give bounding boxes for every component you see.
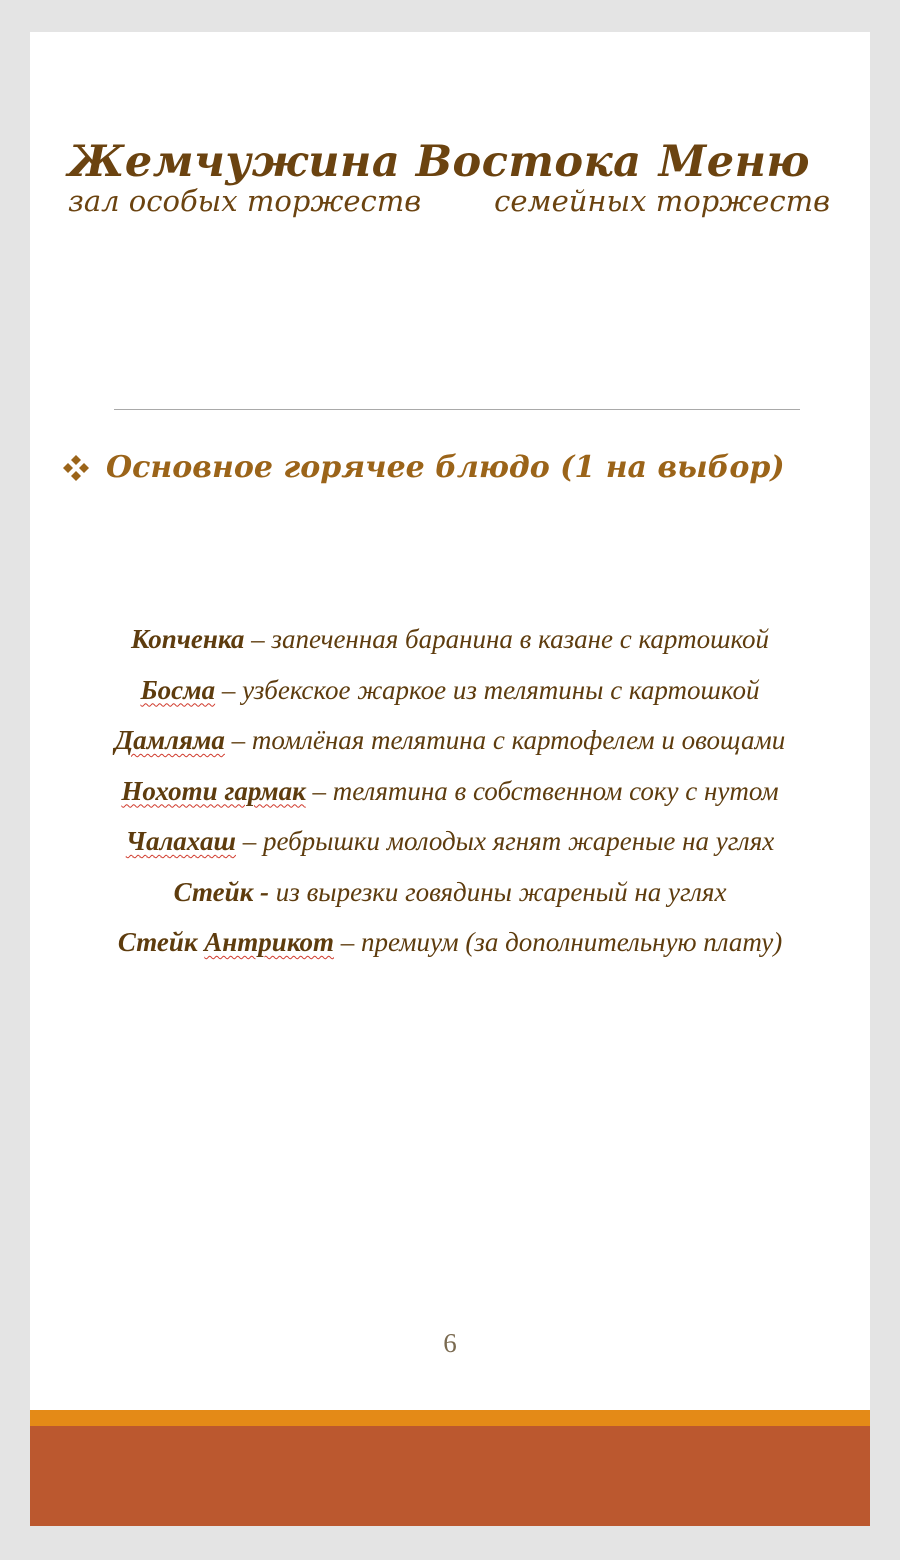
- dish-description: – премиум (за дополнительную плату): [333, 927, 783, 957]
- dish-list: [30, 614, 870, 968]
- dish-description: – запеченная баранина в казане с картошкой: [244, 624, 770, 654]
- dish-item: [30, 614, 870, 665]
- dish-name: Дамляма: [114, 725, 225, 755]
- page-number: 6: [443, 1328, 457, 1358]
- venue-subtitle: зал особых торжеств: [68, 184, 422, 218]
- dish-name: Копченка: [130, 624, 245, 654]
- dish-description: – телятина в собственном соку с нутом: [305, 775, 779, 806]
- dish-name: Антрикот: [204, 927, 334, 957]
- diamond-bullet-icon: [60, 452, 92, 484]
- dish-name: Чалахаш: [125, 826, 236, 856]
- menu-page: [30, 32, 870, 1526]
- dish-description: из вырезки говядины жареный на углях: [275, 876, 727, 907]
- dish-name: Стейк -: [173, 876, 276, 907]
- venue-name: Жемчужина Востока: [68, 137, 642, 187]
- dish-item: [30, 665, 870, 716]
- dish-name-prefix: Стейк: [117, 927, 205, 957]
- dish-description: – ребрышки молодых ягнят жареные на углях: [235, 826, 775, 856]
- dish-item: [30, 715, 870, 766]
- footer-band-rust: [30, 1426, 870, 1526]
- dish-item: [30, 816, 870, 867]
- dish-name: Босма: [140, 674, 216, 705]
- section-title: Основное горячее блюдо (1 на выбор): [106, 450, 785, 485]
- menu-title: Меню: [658, 137, 810, 187]
- dish-item: [30, 867, 870, 918]
- dish-description: – томлёная телятина с картофелем и овощами: [224, 725, 786, 755]
- section-heading: [60, 446, 785, 490]
- header-divider: [114, 409, 800, 410]
- menu-subtitle: семейных торжеств: [494, 184, 830, 218]
- footer-band-orange: [30, 1410, 870, 1426]
- dish-name: Нохоти гармак: [121, 775, 306, 806]
- dish-item: [30, 766, 870, 817]
- menu-header: [494, 134, 830, 218]
- dish-description: – узбекское жаркое из телятины с картошкой: [215, 674, 760, 705]
- dish-item: [30, 917, 870, 968]
